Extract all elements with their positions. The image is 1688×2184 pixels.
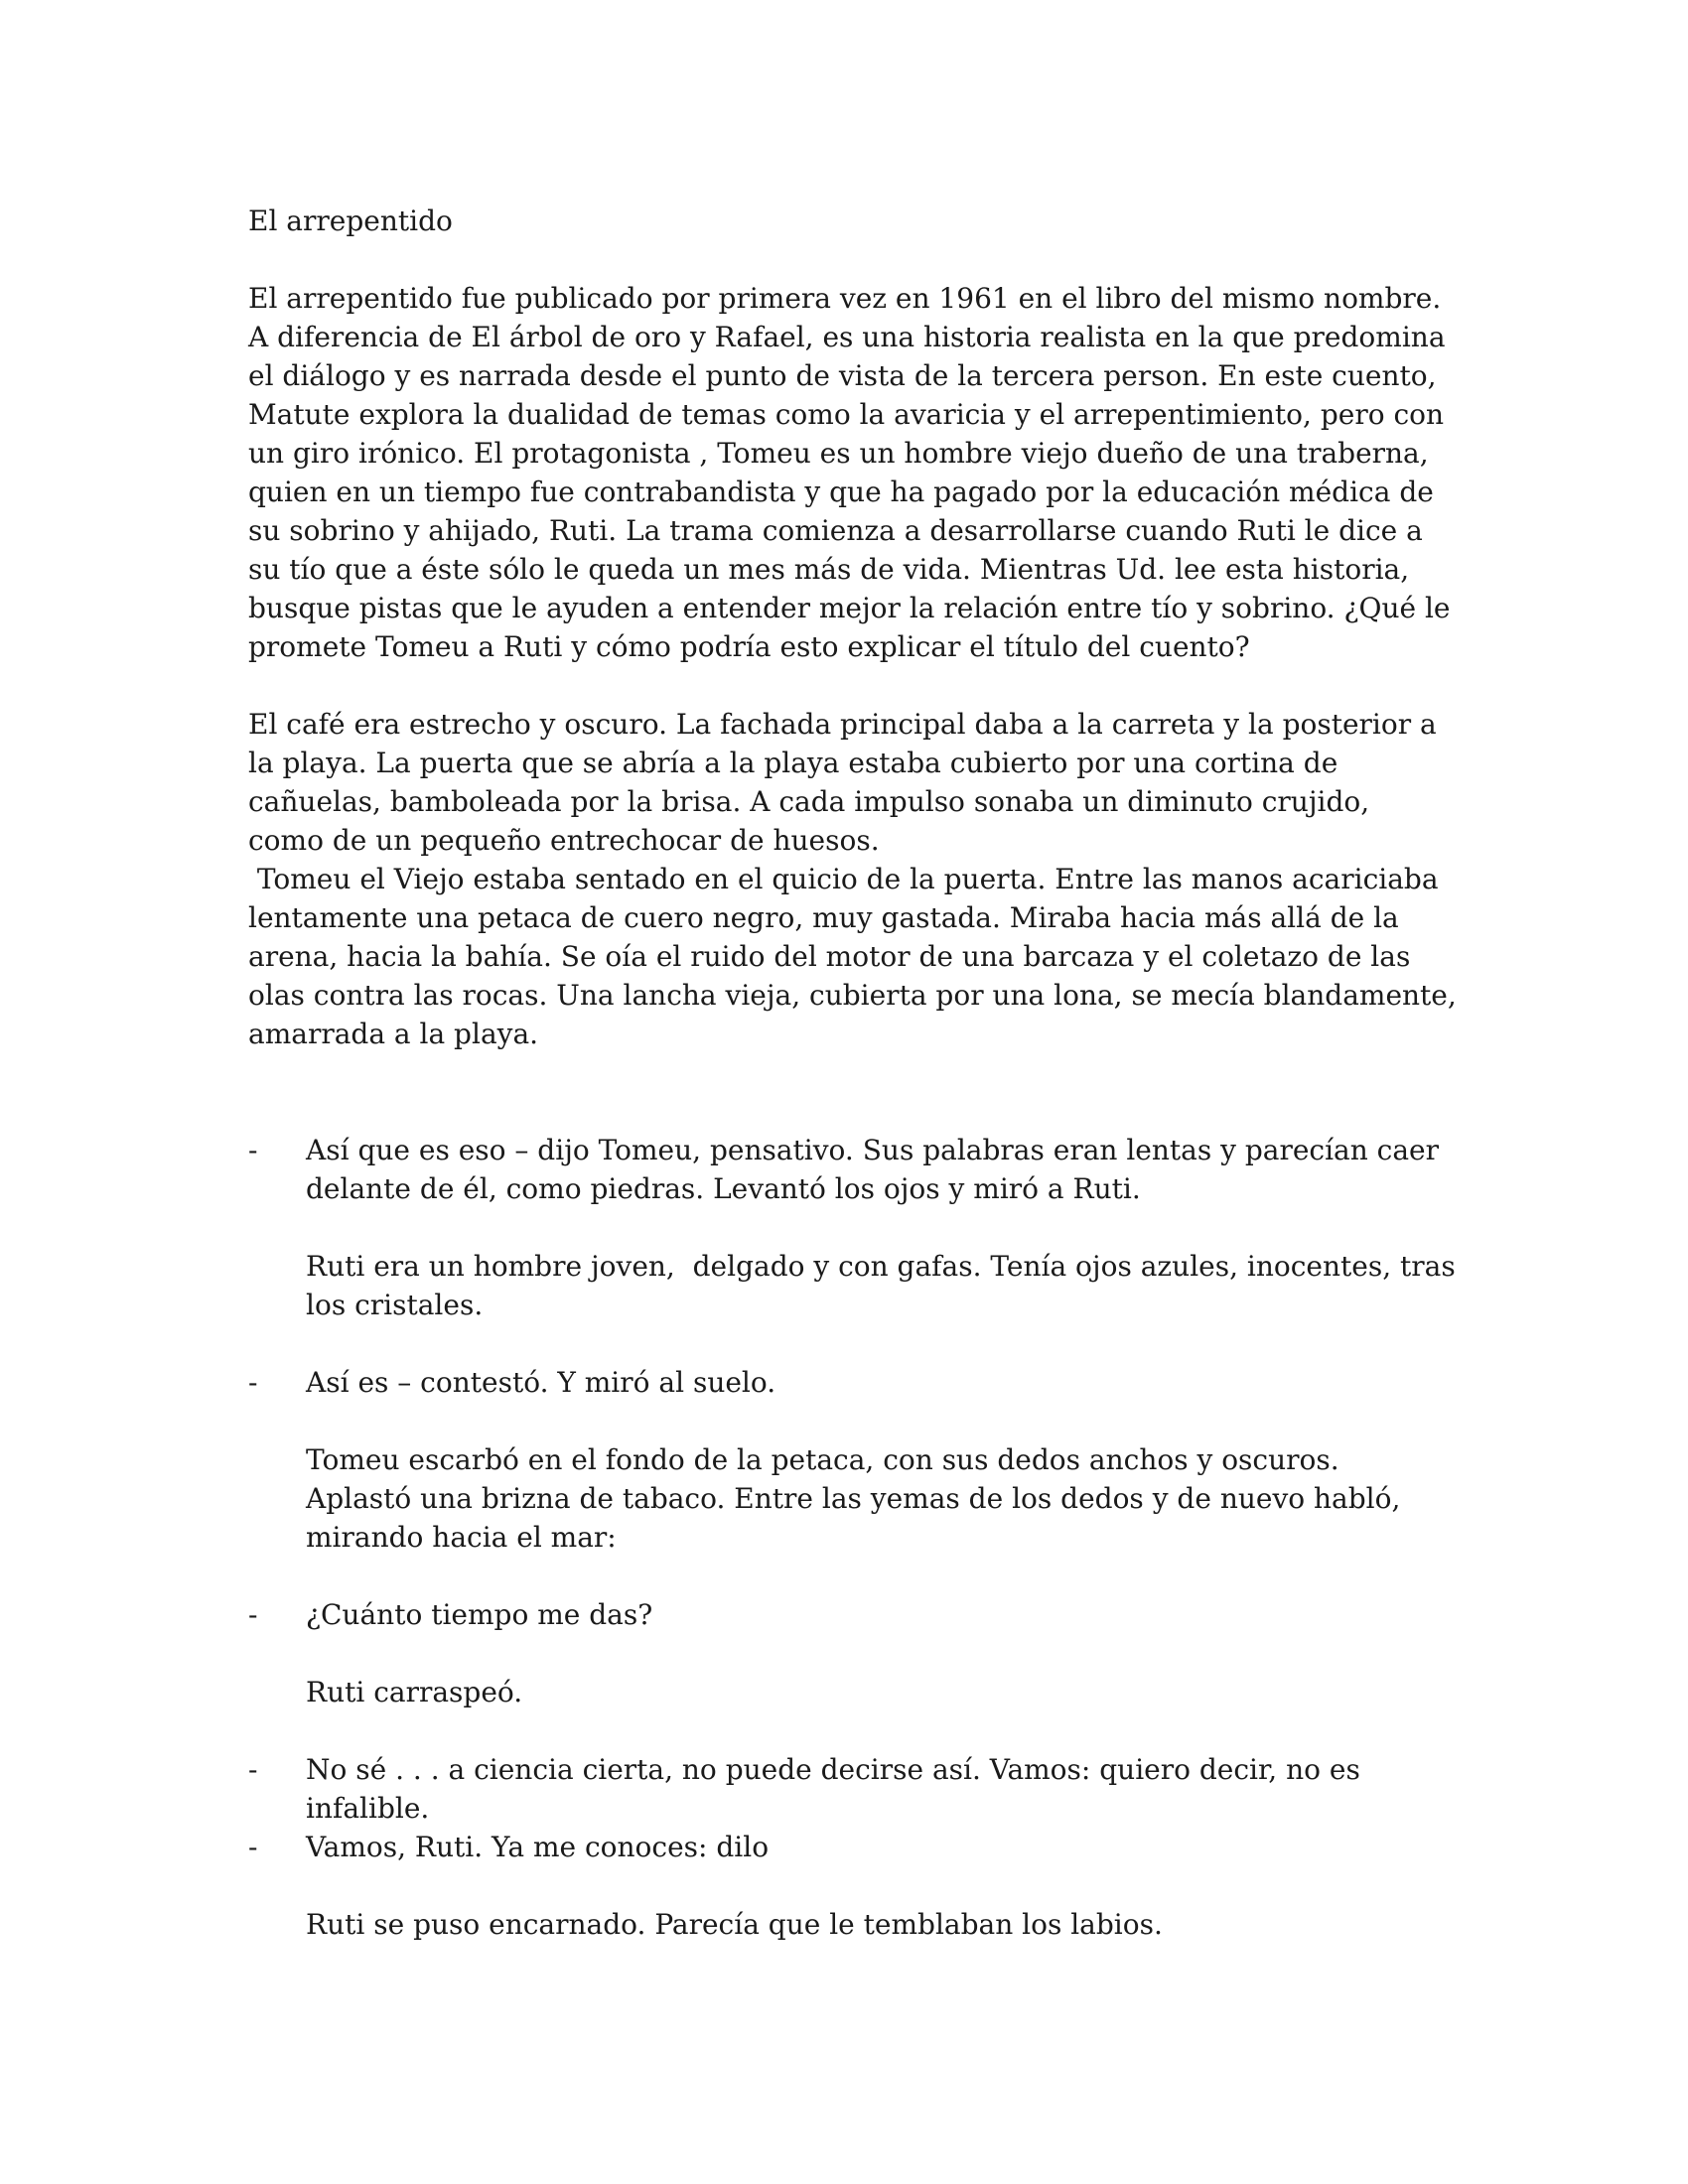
story-paragraph — [248, 705, 1455, 1053]
story-line: arena, hacia la bahía. Se oía el ruido del motor de una barcaza y el coletazo de las — [248, 940, 1411, 973]
story-line: Tomeu el Viejo estaba sentado en el quicio de la puerta. Entre las manos acariciaba — [248, 863, 1439, 895]
story-line: como de un pequeño entrechocar de huesos. — [248, 824, 880, 857]
narration-block — [306, 1673, 522, 1711]
narration-line: los cristales. — [306, 1289, 484, 1321]
narration-line: Ruti se puso encarnado. Parecía que le temblaban los labios. — [306, 1908, 1163, 1941]
dialogue-dash: - — [248, 1598, 258, 1631]
story-line: olas contra las rocas. Una lancha vieja, cubierta por una lona, se mecía blandamente, — [248, 979, 1457, 1012]
narration-block — [306, 1247, 1456, 1324]
dialogue-text — [306, 1363, 775, 1402]
document-title: El arrepentido — [248, 205, 453, 237]
dialogue-dash: - — [248, 1831, 258, 1863]
narration-line: Aplastó una brizna de tabaco. Entre las yemas de los dedos y de nuevo habló, — [306, 1482, 1401, 1515]
story-line: cañuelas, bamboleada por la brisa. A cada impulso sonaba un diminuto crujido, — [248, 785, 1370, 818]
dialogue-line: Vamos, Ruti. Ya me conoces: dilo — [306, 1831, 770, 1863]
story-line: El café era estrecho y oscuro. La fachada principal daba a la carreta y la posterior a — [248, 708, 1437, 741]
intro-line: El arrepentido fue publicado por primera vez en 1961 en el libro del mismo nombre. — [248, 282, 1442, 315]
intro-line: A diferencia de El árbol de oro y Rafael, es una historia realista en la que predomina — [248, 321, 1446, 353]
dialogue-text — [306, 1595, 652, 1634]
narration-line: Ruti era un hombre joven, delgado y con gafas. Tenía ojos azules, inocentes, tras — [306, 1250, 1456, 1283]
intro-line: promete Tomeu a Ruti y cómo podría esto explicar el título del cuento? — [248, 630, 1250, 663]
intro-line: un giro irónico. El protagonista , Tomeu es un hombre viejo dueño de una traberna, — [248, 437, 1429, 470]
dialogue-line: Así es – contestó. Y miró al suelo. — [306, 1366, 776, 1399]
intro-line: quien en un tiempo fue contrabandista y que ha pagado por la educación médica de — [248, 476, 1434, 508]
dialogue-dash: - — [248, 1753, 258, 1786]
intro-line: Matute explora la dualidad de temas como la avaricia y el arrepentimiento, pero con — [248, 398, 1445, 431]
dialogue-text — [306, 1750, 1360, 1828]
story-line: lentamente una petaca de cuero negro, muy gastada. Miraba hacia más allá de la — [248, 901, 1399, 934]
narration-block — [306, 1440, 1400, 1557]
dialogue-line: No sé . . . a ciencia cierta, no puede decirse así. Vamos: quiero decir, no es — [306, 1753, 1360, 1786]
story-line: amarrada a la playa. — [248, 1018, 539, 1050]
dialogue-text — [306, 1828, 769, 1866]
intro-line: su tío que a éste sólo le queda un mes más de vida. Mientras Ud. lee esta historia, — [248, 553, 1410, 586]
dialogue-text — [306, 1131, 1439, 1208]
intro-line: su sobrino y ahijado, Ruti. La trama comienza a desarrollarse cuando Ruti le dice a — [248, 514, 1423, 547]
dialogue-dash: - — [248, 1134, 258, 1166]
dialogue-line: Así que es eso – dijo Tomeu, pensativo. Sus palabras eran lentas y parecían caer — [306, 1134, 1439, 1166]
dialogue-line: infalible. — [306, 1792, 430, 1825]
dialogue-dash: - — [248, 1366, 258, 1399]
narration-line: Tomeu escarbó en el fondo de la petaca, con sus dedos anchos y oscuros. — [306, 1443, 1339, 1476]
intro-line: el diálogo y es narrada desde el punto de vista de la tercera person. En este cuento, — [248, 359, 1437, 392]
intro-paragraph — [248, 279, 1455, 666]
narration-line: Ruti carraspeó. — [306, 1676, 523, 1708]
story-line: la playa. La puerta que se abría a la playa estaba cubierto por una cortina de — [248, 747, 1338, 779]
narration-line: mirando hacia el mar: — [306, 1521, 617, 1554]
intro-line: busque pistas que le ayuden a entender mejor la relación entre tío y sobrino. ¿Qué le — [248, 592, 1451, 624]
narration-block — [306, 1905, 1163, 1944]
dialogue-line: delante de él, como piedras. Levantó los ojos y miró a Ruti. — [306, 1172, 1141, 1205]
dialogue-line: ¿Cuánto tiempo me das? — [306, 1598, 653, 1631]
